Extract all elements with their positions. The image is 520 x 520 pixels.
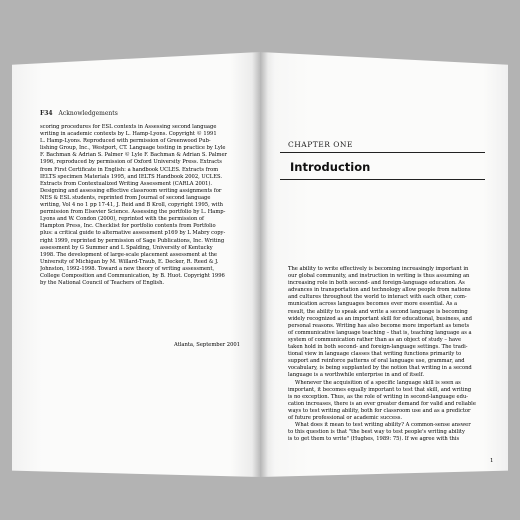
signoff: Atlanta, September 2001	[173, 342, 240, 348]
text-line: What does it mean to test writing ability? A common-sense answer	[295, 422, 471, 429]
text-line: Lyons and W. Condon (2000), reprinted with the permission of	[40, 216, 204, 223]
text-line: widely recognized as an important skill for educational, business, and	[288, 315, 473, 322]
text-line: 1998. The development of large-scale placement assessment at the	[40, 251, 217, 258]
page-number: F34	[40, 110, 53, 117]
text-line: personal reasons. Writing has also become more important as tenets	[288, 322, 470, 329]
text-line: plus: a critical guide to alternative assessment p169 by L Mabry copy-	[40, 230, 226, 237]
chapter-label: CHAPTER ONE	[288, 140, 353, 149]
text-line: important, it becomes equally important to test that skill, and writing	[288, 386, 472, 393]
text-line: our global community, and instruction in writing is thus assuming an	[288, 273, 470, 280]
text-line: munication across languages becomes ever more essential. As a	[288, 301, 458, 308]
text-line: support and reinforce patterns of oral language use, grammar, and	[288, 358, 465, 365]
text-line: cation increases, there is an ever greater demand for valid and reliable	[288, 400, 476, 407]
text-line: of future professional or academic success.	[288, 414, 403, 421]
text-line: Hampton Press, Inc. Checklist for portfolio contents from Portfolio	[40, 223, 216, 230]
text-line: University of Michigan by M. Willard-Traub, E. Decker, R. Reed & J.	[40, 258, 219, 265]
text-line: College Composition and Communication, by B. Huot. Copyright 1996	[40, 272, 225, 279]
text-line: 1996, reproduced by permission of Oxford University Press. Extracts	[40, 159, 222, 166]
text-line: ways to test writing ability, both for classroom use and as a predictor	[288, 407, 471, 414]
text-line: lishing Group, Inc., Westport, CT. Language testing in practice by Lyle	[40, 145, 226, 152]
open-book	[12, 52, 508, 477]
text-line: NES & ESL students, reprinted from Journal of second language	[40, 194, 211, 201]
text-line: result, the ability to speak and write a second language is becoming	[288, 308, 468, 315]
text-line: of communicative language teaching – that is, teaching language as a	[288, 329, 472, 336]
folio-page-number: 1	[490, 458, 494, 464]
text-line: The ability to write effectively is becoming increasingly important in	[288, 266, 469, 272]
text-line: Johnston, 1992-1998. Toward a new theory of writing assessment,	[40, 265, 215, 272]
text-line: increasing role in both second- and foreign-language education. As	[288, 280, 465, 287]
text-line: L. Hamp-Lyons. Reproduced with permission of Greenwood Pub-	[40, 138, 211, 145]
text-line: writing, Vol 4 no 1 pp 17-41, J. Reid and B Kroll, copyright 1995, with	[40, 202, 223, 209]
text-line: permission from Elsevier Science. Assessing the portfolio by L. Hamp-	[40, 209, 226, 216]
text-line: to this question is that "the best way to test people's writing ability	[288, 429, 465, 436]
text-line: tional view in language classes that writing functions primarily to	[288, 351, 462, 358]
text-line: writing in academic contexts by L. Hamp-Lyons. Copyright © 1991	[40, 131, 217, 138]
text-line: scoring procedures for ESL contexts in Assessing second language	[40, 124, 217, 130]
text-line: Extracts from Contextualized Writing Assessment (CARLA 2001).	[40, 180, 213, 187]
text-line: system of communication rather than as an object of study – have	[288, 336, 462, 343]
introduction-text	[288, 266, 490, 443]
running-head	[40, 110, 118, 117]
chapter-title: Introduction	[290, 160, 371, 174]
text-line: is to get them to write" (Hughes, 1989: 75). If we agree with this	[288, 436, 460, 443]
text-line: vocabulary, is being supplanted by the notion that writing in a second	[288, 365, 472, 372]
text-line: Whenever the acquisition of a specific language skill is seen as	[295, 379, 461, 386]
text-line: by the National Council of Teachers of English.	[40, 280, 165, 287]
text-line: IELTS specimen Materials 1995, and IELTS Handbook 2002, UCLES.	[40, 173, 223, 180]
text-line: right 1999, reprinted by permission of Sage Publications, Inc. Writing	[40, 237, 225, 244]
text-line: language is a worthwhile enterprise in and of itself.	[288, 372, 425, 379]
acknowledgements-text	[40, 124, 240, 287]
text-line: advances in transportation and technology allow people from nations	[288, 287, 471, 294]
text-line: and cultures throughout the world to interact with each other, com-	[288, 294, 467, 301]
text-line: Designing and assessing effective classroom writing assignments for	[40, 187, 222, 194]
running-head-title: Acknowledgements	[58, 110, 118, 117]
text-line: from First Certificate in English: a handbook UCLES. Extracts from	[40, 166, 219, 173]
text-line: is no exception. Thus, as the role of writing in second-language edu-	[288, 393, 469, 400]
right-page-content	[260, 52, 508, 477]
text-line: F. Bachman & Adrian S. Palmer © Lyle F. Bachman & Adrian S. Palmer	[40, 152, 228, 159]
text-line: assessment by G Summer and L Spalding, University of Kentucky	[40, 244, 213, 251]
text-line: taken hold in both second- and foreign-language settings. The tradi-	[288, 344, 468, 351]
